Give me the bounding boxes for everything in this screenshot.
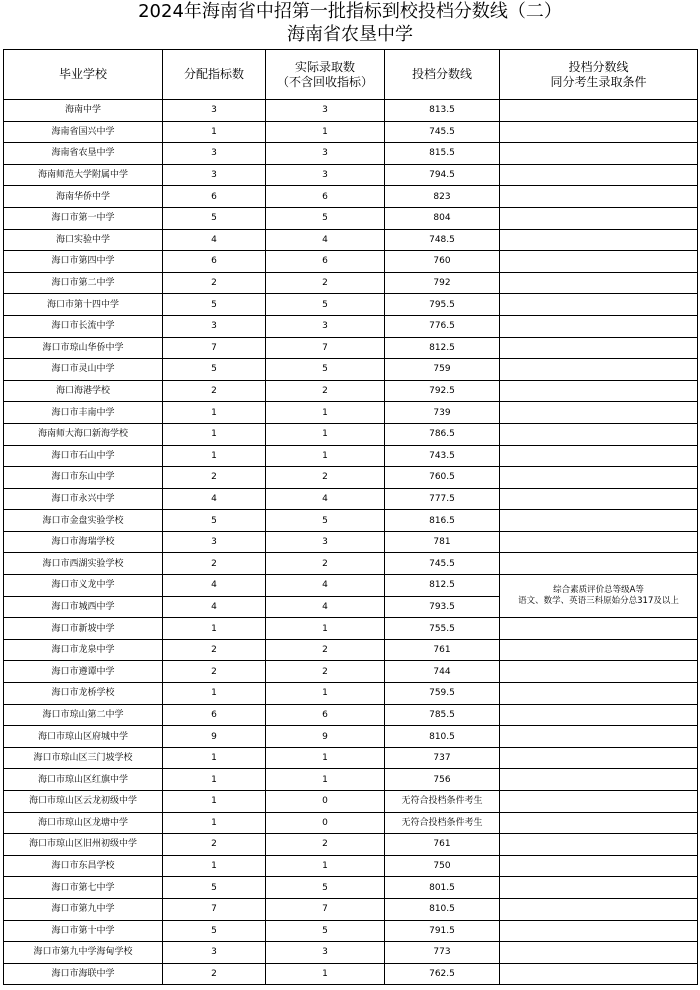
cell-quota: 6 [163, 704, 266, 726]
cell-school: 海口海港学校 [4, 380, 163, 402]
cell-quota: 4 [163, 596, 266, 618]
cell-admitted: 3 [266, 942, 385, 964]
cell-tie-rule [500, 877, 698, 899]
cell-cutoff: 786.5 [385, 423, 500, 445]
cell-admitted: 1 [266, 121, 385, 143]
cell-cutoff: 792.5 [385, 380, 500, 402]
table-row [4, 445, 698, 467]
cell-tie-rule [500, 747, 698, 769]
cell-admitted: 1 [266, 402, 385, 424]
cell-admitted: 2 [266, 467, 385, 489]
table-row [4, 812, 698, 834]
cell-cutoff: 744 [385, 661, 500, 683]
table-row [4, 121, 698, 143]
table-row [4, 359, 698, 381]
cell-cutoff: 739 [385, 402, 500, 424]
table-row [4, 834, 698, 856]
table-row [4, 143, 698, 165]
cell-quota: 2 [163, 380, 266, 402]
cell-quota: 1 [163, 855, 266, 877]
cell-admitted: 1 [266, 747, 385, 769]
cell-admitted: 2 [266, 553, 385, 575]
cell-tie-rule [500, 467, 698, 489]
cell-quota: 4 [163, 229, 266, 251]
cell-school: 海南省国兴中学 [4, 121, 163, 143]
table-row [4, 229, 698, 251]
cell-cutoff: 743.5 [385, 445, 500, 467]
cell-admitted: 6 [266, 704, 385, 726]
table-row [4, 618, 698, 640]
cell-cutoff: 823 [385, 186, 500, 208]
table-row [4, 683, 698, 705]
table-row [4, 251, 698, 273]
cell-quota: 2 [163, 963, 266, 985]
cell-quota: 5 [163, 207, 266, 229]
table-row [4, 380, 698, 402]
cell-tie-rule [500, 683, 698, 705]
cell-cutoff: 777.5 [385, 488, 500, 510]
cell-quota: 1 [163, 618, 266, 640]
cell-school: 海口市琼山区三门坡学校 [4, 747, 163, 769]
cell-admitted: 2 [266, 639, 385, 661]
cell-admitted: 2 [266, 380, 385, 402]
cell-quota: 2 [163, 639, 266, 661]
cell-cutoff: 816.5 [385, 510, 500, 532]
cell-tie-rule [500, 704, 698, 726]
cell-school: 海口市海联中学 [4, 963, 163, 985]
cell-admitted: 1 [266, 618, 385, 640]
cell-tie-rule [500, 380, 698, 402]
cell-school: 海口市西湖实验学校 [4, 553, 163, 575]
table-row [4, 575, 698, 597]
cell-admitted: 5 [266, 207, 385, 229]
cell-quota: 3 [163, 143, 266, 165]
cell-admitted: 4 [266, 229, 385, 251]
cell-tie-rule [500, 942, 698, 964]
cell-quota: 6 [163, 186, 266, 208]
cell-quota: 4 [163, 575, 266, 597]
cell-cutoff: 745.5 [385, 121, 500, 143]
table-row [4, 402, 698, 424]
cell-admitted: 7 [266, 337, 385, 359]
header-quota: 分配指标数 [163, 50, 266, 100]
table-row [4, 467, 698, 489]
cell-cutoff: 750 [385, 855, 500, 877]
cell-school: 海口市城西中学 [4, 596, 163, 618]
table-row [4, 855, 698, 877]
cell-quota: 4 [163, 488, 266, 510]
table-row [4, 315, 698, 337]
table-row [4, 791, 698, 813]
cell-cutoff: 795.5 [385, 294, 500, 316]
cell-admitted: 2 [266, 834, 385, 856]
cell-school: 海口市长流中学 [4, 315, 163, 337]
cell-tie-rule [500, 726, 698, 748]
cell-school: 海口市琼山区龙塘中学 [4, 812, 163, 834]
table-row [4, 337, 698, 359]
cell-school: 海口市东山中学 [4, 467, 163, 489]
cell-admitted: 6 [266, 186, 385, 208]
cell-tie-rule [500, 423, 698, 445]
cell-tie-rule [500, 186, 698, 208]
table-row [4, 186, 698, 208]
cell-cutoff: 无符合投档条件考生 [385, 812, 500, 834]
cell-quota: 1 [163, 747, 266, 769]
cell-admitted: 1 [266, 963, 385, 985]
cell-quota: 1 [163, 769, 266, 791]
cell-admitted: 1 [266, 769, 385, 791]
cell-tie-rule [500, 402, 698, 424]
table-row [4, 639, 698, 661]
cell-school: 海口市第二中学 [4, 272, 163, 294]
cell-quota: 1 [163, 683, 266, 705]
cell-tie-rule [500, 834, 698, 856]
table-row [4, 877, 698, 899]
cell-quota: 5 [163, 294, 266, 316]
cell-school: 海口市第九中学海甸学校 [4, 942, 163, 964]
table-row [4, 294, 698, 316]
cell-school: 海口市石山中学 [4, 445, 163, 467]
cell-school: 海口市海瑞学校 [4, 531, 163, 553]
cell-admitted: 4 [266, 596, 385, 618]
cell-quota: 1 [163, 791, 266, 813]
cell-tie-rule [500, 229, 698, 251]
cell-school: 海口市琼山区府城中学 [4, 726, 163, 748]
cell-school: 海口市琼山第二中学 [4, 704, 163, 726]
cell-admitted: 4 [266, 488, 385, 510]
table-row [4, 769, 698, 791]
cell-school: 海南师大海口新海学校 [4, 423, 163, 445]
cell-tie-rule [500, 272, 698, 294]
cell-cutoff: 755.5 [385, 618, 500, 640]
cell-tie-rule [500, 121, 698, 143]
cell-cutoff: 761 [385, 639, 500, 661]
cell-admitted: 6 [266, 251, 385, 273]
cell-quota: 3 [163, 942, 266, 964]
cell-tie-rule [500, 920, 698, 942]
cell-tie-rule [500, 855, 698, 877]
cell-school: 海口市新坡中学 [4, 618, 163, 640]
table-header-row [4, 50, 698, 100]
cell-cutoff: 794.5 [385, 164, 500, 186]
cell-tie-rule [500, 661, 698, 683]
cell-quota: 6 [163, 251, 266, 273]
cell-tie-rule [500, 769, 698, 791]
cell-tie-rule [500, 445, 698, 467]
cell-quota: 9 [163, 726, 266, 748]
page-subtitle: 海南省农垦中学 [287, 24, 413, 45]
cell-quota: 1 [163, 121, 266, 143]
cell-school: 海口市第十中学 [4, 920, 163, 942]
table-row [4, 963, 698, 985]
cell-cutoff: 748.5 [385, 229, 500, 251]
cell-cutoff: 759.5 [385, 683, 500, 705]
table-row [4, 423, 698, 445]
table-row [4, 747, 698, 769]
cell-cutoff: 737 [385, 747, 500, 769]
cell-admitted: 3 [266, 164, 385, 186]
header-tie-rule: 投档分数线 同分考生录取条件 [500, 50, 698, 100]
cell-quota: 7 [163, 337, 266, 359]
cell-cutoff: 781 [385, 531, 500, 553]
cell-school: 海口市永兴中学 [4, 488, 163, 510]
cell-quota: 5 [163, 920, 266, 942]
cell-quota: 5 [163, 510, 266, 532]
cell-tie-rule [500, 963, 698, 985]
score-table [3, 49, 698, 985]
cell-admitted: 5 [266, 920, 385, 942]
table-row [4, 510, 698, 532]
cell-quota: 3 [163, 315, 266, 337]
header-admitted: 实际录取数 （不含回收指标） [266, 50, 385, 100]
cell-tie-rule [500, 510, 698, 532]
cell-school: 海口市遵谭中学 [4, 661, 163, 683]
cell-tie-rule [500, 531, 698, 553]
cell-admitted: 9 [266, 726, 385, 748]
cell-admitted: 5 [266, 359, 385, 381]
cell-cutoff: 801.5 [385, 877, 500, 899]
cell-tie-rule [500, 143, 698, 165]
cell-tie-rule [500, 100, 698, 122]
cell-school: 海口市第七中学 [4, 877, 163, 899]
cell-admitted: 5 [266, 294, 385, 316]
table-row [4, 207, 698, 229]
cell-quota: 3 [163, 531, 266, 553]
cell-school: 海口实验中学 [4, 229, 163, 251]
table-row [4, 920, 698, 942]
cell-admitted: 7 [266, 898, 385, 920]
cell-school: 海口市义龙中学 [4, 575, 163, 597]
cell-school: 海口市琼山华侨中学 [4, 337, 163, 359]
cell-admitted: 3 [266, 315, 385, 337]
table-row [4, 942, 698, 964]
cell-tie-rule [500, 488, 698, 510]
cell-school: 海口市琼山区红旗中学 [4, 769, 163, 791]
cell-school: 海口市灵山中学 [4, 359, 163, 381]
cell-quota: 1 [163, 423, 266, 445]
cell-quota: 1 [163, 402, 266, 424]
cell-quota: 2 [163, 272, 266, 294]
table-row [4, 898, 698, 920]
cell-school: 海口市第十四中学 [4, 294, 163, 316]
cell-cutoff: 812.5 [385, 337, 500, 359]
cell-admitted: 2 [266, 272, 385, 294]
cell-admitted: 0 [266, 791, 385, 813]
cell-cutoff: 812.5 [385, 575, 500, 597]
cell-tie-rule-note: 综合素质评价总等级A等 语文、数学、英语三科原始分总317及以上 [500, 575, 698, 618]
cell-quota: 2 [163, 553, 266, 575]
cell-tie-rule [500, 337, 698, 359]
cell-cutoff: 810.5 [385, 726, 500, 748]
cell-cutoff: 759 [385, 359, 500, 381]
cell-cutoff: 无符合投档条件考生 [385, 791, 500, 813]
cell-tie-rule [500, 164, 698, 186]
cell-school: 海口市第四中学 [4, 251, 163, 273]
cell-tie-rule [500, 207, 698, 229]
cell-admitted: 4 [266, 575, 385, 597]
table-row [4, 553, 698, 575]
cell-school: 海口市龙泉中学 [4, 639, 163, 661]
cell-cutoff: 815.5 [385, 143, 500, 165]
cell-tie-rule [500, 315, 698, 337]
cell-quota: 1 [163, 445, 266, 467]
header-school: 毕业学校 [4, 50, 163, 100]
cell-quota: 3 [163, 100, 266, 122]
table-row [4, 272, 698, 294]
table-row [4, 100, 698, 122]
table-row [4, 726, 698, 748]
table-row [4, 704, 698, 726]
cell-school: 海口市第九中学 [4, 898, 163, 920]
table-row [4, 488, 698, 510]
cell-tie-rule [500, 294, 698, 316]
table-row [4, 661, 698, 683]
cell-school: 海口市第一中学 [4, 207, 163, 229]
cell-quota: 2 [163, 467, 266, 489]
header-cutoff: 投档分数线 [385, 50, 500, 100]
cell-tie-rule [500, 618, 698, 640]
cell-cutoff: 776.5 [385, 315, 500, 337]
cell-quota: 5 [163, 359, 266, 381]
cell-school: 海口市东昌学校 [4, 855, 163, 877]
cell-cutoff: 791.5 [385, 920, 500, 942]
cell-school: 海口市龙桥学校 [4, 683, 163, 705]
cell-school: 海南中学 [4, 100, 163, 122]
table-body [4, 100, 698, 985]
cell-cutoff: 773 [385, 942, 500, 964]
cell-admitted: 1 [266, 855, 385, 877]
cell-cutoff: 793.5 [385, 596, 500, 618]
cell-cutoff: 756 [385, 769, 500, 791]
cell-admitted: 2 [266, 661, 385, 683]
cell-cutoff: 785.5 [385, 704, 500, 726]
cell-cutoff: 761 [385, 834, 500, 856]
cell-admitted: 3 [266, 100, 385, 122]
cell-cutoff: 760 [385, 251, 500, 273]
cell-quota: 2 [163, 661, 266, 683]
cell-cutoff: 792 [385, 272, 500, 294]
cell-tie-rule [500, 251, 698, 273]
cell-admitted: 5 [266, 877, 385, 899]
cell-school: 海口市琼山区旧州初级中学 [4, 834, 163, 856]
page-title: 2024年海南省中招第一批指标到校投档分数线（二） [138, 1, 562, 22]
cell-tie-rule [500, 791, 698, 813]
cell-tie-rule [500, 898, 698, 920]
cell-admitted: 3 [266, 531, 385, 553]
cell-school: 海口市金盘实验学校 [4, 510, 163, 532]
cell-school: 海南师范大学附属中学 [4, 164, 163, 186]
cell-school: 海口市丰南中学 [4, 402, 163, 424]
cell-quota: 2 [163, 834, 266, 856]
cell-school: 海南华侨中学 [4, 186, 163, 208]
cell-school: 海口市琼山区云龙初级中学 [4, 791, 163, 813]
cell-admitted: 1 [266, 683, 385, 705]
cell-tie-rule [500, 359, 698, 381]
cell-admitted: 1 [266, 423, 385, 445]
cell-cutoff: 762.5 [385, 963, 500, 985]
cell-cutoff: 813.5 [385, 100, 500, 122]
table-row [4, 531, 698, 553]
cell-admitted: 0 [266, 812, 385, 834]
cell-cutoff: 810.5 [385, 898, 500, 920]
cell-school: 海南省农垦中学 [4, 143, 163, 165]
cell-quota: 7 [163, 898, 266, 920]
cell-quota: 5 [163, 877, 266, 899]
cell-tie-rule [500, 553, 698, 575]
cell-admitted: 5 [266, 510, 385, 532]
cell-quota: 3 [163, 164, 266, 186]
cell-quota: 1 [163, 812, 266, 834]
cell-tie-rule [500, 639, 698, 661]
cell-cutoff: 760.5 [385, 467, 500, 489]
cell-admitted: 1 [266, 445, 385, 467]
cell-cutoff: 745.5 [385, 553, 500, 575]
cell-admitted: 3 [266, 143, 385, 165]
cell-tie-rule [500, 812, 698, 834]
cell-cutoff: 804 [385, 207, 500, 229]
table-row [4, 164, 698, 186]
